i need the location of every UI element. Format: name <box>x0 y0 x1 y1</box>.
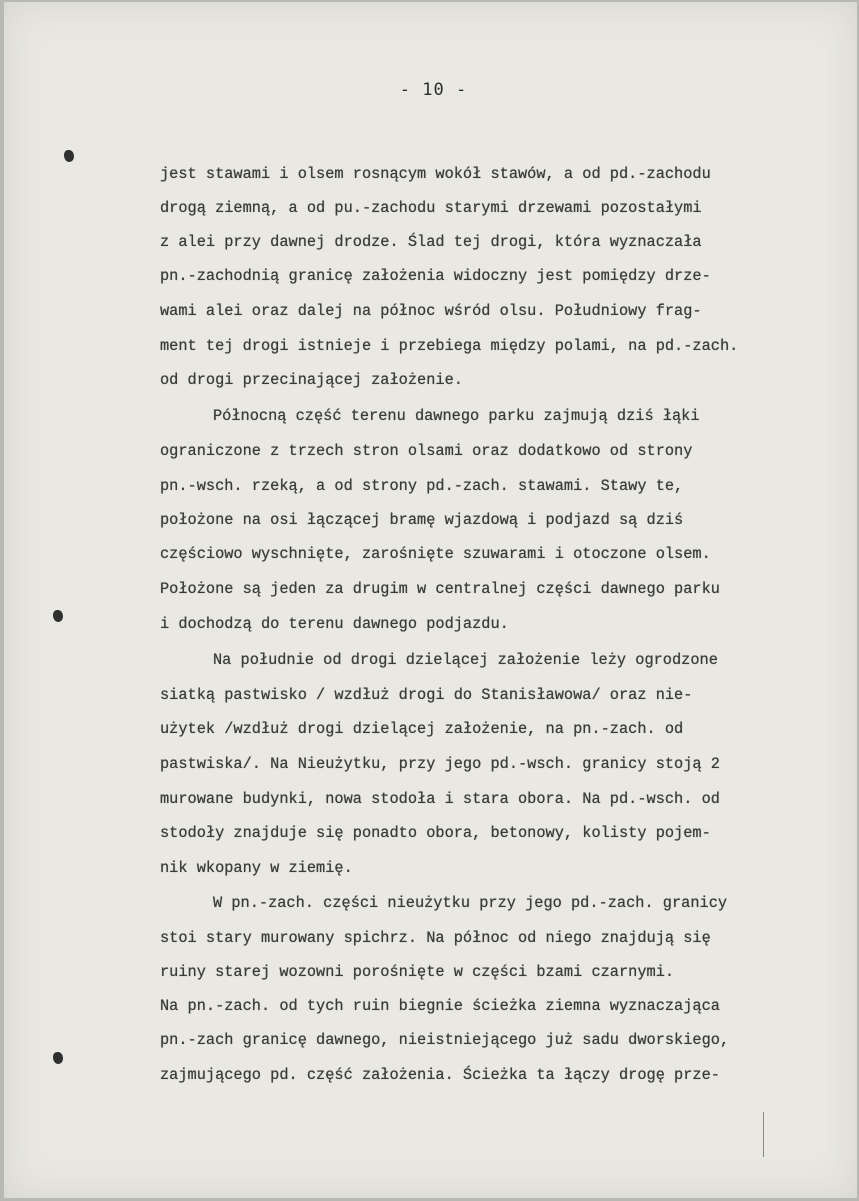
text-line: siatką pastwisko / wzdłuż drogi do Stanisławowa/ oraz nie- <box>160 686 693 704</box>
text-line: Na pn.-zach. od tych ruin biegnie ścieżka ziemna wyznaczająca <box>160 997 720 1015</box>
text-line: Położone są jeden za drugim w centralnej części dawnego parku <box>160 580 720 598</box>
text-line: Północną część terenu dawnego parku zajmują dziś łąki <box>213 407 700 425</box>
text-line: pastwiska/. Na Nieużytku, przy jego pd.-wsch. granicy stoją 2 <box>160 755 720 773</box>
text-line: ograniczone z trzech stron olsami oraz dodatkowo od strony <box>160 442 693 460</box>
document-page <box>4 2 857 1198</box>
text-line: zajmującego pd. część założenia. Ścieżka ta łączy drogę prze- <box>160 1066 720 1084</box>
text-line: jest stawami i olsem rosnącym wokół stawów, a od pd.-zachodu <box>160 165 711 183</box>
text-line: ment tej drogi istnieje i przebiega między polami, na pd.-zach. <box>160 337 739 355</box>
text-line: pn.-zach granicę dawnego, nieistniejącego już sadu dworskiego, <box>160 1031 730 1049</box>
text-line: W pn.-zach. części nieużytku przy jego pd.-zach. granicy <box>213 894 728 912</box>
text-line: nik wkopany w ziemię. <box>160 859 353 877</box>
text-line: murowane budynki, nowa stodoła i stara obora. Na pd.-wsch. od <box>160 790 720 808</box>
text-line: ruiny starej wozowni porośnięte w części bzami czarnymi. <box>160 963 675 981</box>
text-line: częściowo wyschnięte, zarośnięte szuwarami i otoczone olsem. <box>160 545 711 563</box>
page-number: - 10 - <box>399 80 468 100</box>
typewritten-text <box>4 2 859 1201</box>
text-line: wami alei oraz dalej na północ wśród olsu. Południowy frag- <box>160 302 702 320</box>
text-line: z alei przy dawnej drodze. Ślad tej drogi, która wyznaczała <box>160 233 702 251</box>
text-line: pn.-wsch. rzeką, a od strony pd.-zach. stawami. Stawy te, <box>160 477 684 495</box>
text-line: stoi stary murowany spichrz. Na północ od niego znajdują się <box>160 929 711 947</box>
text-line: drogą ziemną, a od pu.-zachodu starymi drzewami pozostałymi <box>160 199 702 217</box>
text-line: stodoły znajduje się ponadto obora, betonowy, kolisty pojem- <box>160 824 711 842</box>
text-line: Na południe od drogi dzielącej założenie leży ogrodzone <box>213 651 718 669</box>
text-line: od drogi przecinającej założenie. <box>160 371 463 389</box>
text-line: położone na osi łączącej bramę wjazdową i podjazd są dziś <box>160 511 684 529</box>
text-line: i dochodzą do terenu dawnego podjazdu. <box>160 615 509 633</box>
text-line: użytek /wzdłuż drogi dzielącej założenie, na pn.-zach. od <box>160 720 684 738</box>
text-line: pn.-zachodnią granicę założenia widoczny jest pomiędzy drze- <box>160 267 711 285</box>
